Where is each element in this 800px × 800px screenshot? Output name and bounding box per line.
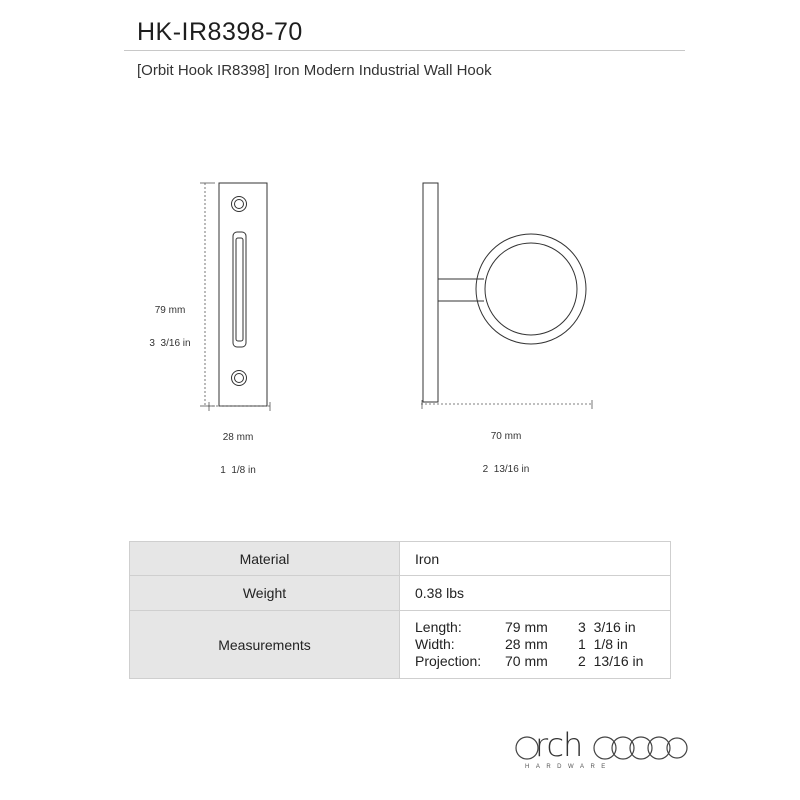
projection-dimension: [421, 400, 593, 409]
length-name: Length:: [415, 619, 462, 635]
length-in: 3 3/16 in: [578, 619, 636, 635]
material-value: Iron: [400, 542, 671, 576]
top-screw-hole-inner: [235, 200, 244, 209]
height-dimension: [200, 183, 215, 406]
spec-table: [129, 541, 671, 679]
side-view: [423, 183, 586, 402]
height-in: 3 3/16 in: [149, 338, 191, 349]
height-mm: 79 mm: [154, 305, 186, 316]
weight-value: 0.38 lbs: [400, 576, 671, 611]
brand-logo: [513, 728, 688, 773]
product-subtitle: [Orbit Hook IR8398] Iron Modern Industrial Wall Hook: [137, 62, 492, 79]
side-plate: [423, 183, 438, 402]
width-label: [208, 410, 268, 487]
front-slot-inner: [236, 238, 243, 341]
projection-mm-value: 70 mm: [505, 653, 548, 669]
front-slot: [233, 232, 246, 347]
front-view: [219, 183, 267, 406]
width-in-value: 1 1/8 in: [578, 636, 628, 652]
projection-in: 2 13/16 in: [482, 464, 530, 475]
width-name: Width:: [415, 636, 455, 652]
projection-in-value: 2 13/16 in: [578, 653, 644, 669]
projection-name: Projection:: [415, 653, 482, 669]
measurements-value: [400, 611, 671, 679]
height-label: [140, 283, 200, 360]
logo-wordmark: rch: [535, 726, 583, 764]
material-label: Material: [130, 542, 400, 576]
bottom-screw-hole-inner: [235, 374, 244, 383]
hook-ring-outer: [476, 234, 586, 344]
hook-ring-inner: [485, 243, 577, 335]
logo-tagline: HARDWARE: [525, 764, 612, 770]
weight-label: Weight: [130, 576, 400, 611]
model-title: HK-IR8398-70: [137, 18, 303, 46]
top-screw-hole-outer: [232, 197, 247, 212]
width-in: 1 1/8 in: [220, 465, 256, 476]
projection-mm: 70 mm: [490, 431, 522, 442]
measurements-label: Measurements: [130, 611, 400, 679]
width-mm: 28 mm: [222, 432, 254, 443]
table-row-material: [130, 542, 671, 576]
projection-label: [472, 409, 540, 486]
width-mm-value: 28 mm: [505, 636, 548, 652]
table-row-measurements: [130, 611, 671, 679]
bottom-screw-hole-outer: [232, 371, 247, 386]
table-row-weight: [130, 576, 671, 611]
length-mm: 79 mm: [505, 619, 548, 635]
